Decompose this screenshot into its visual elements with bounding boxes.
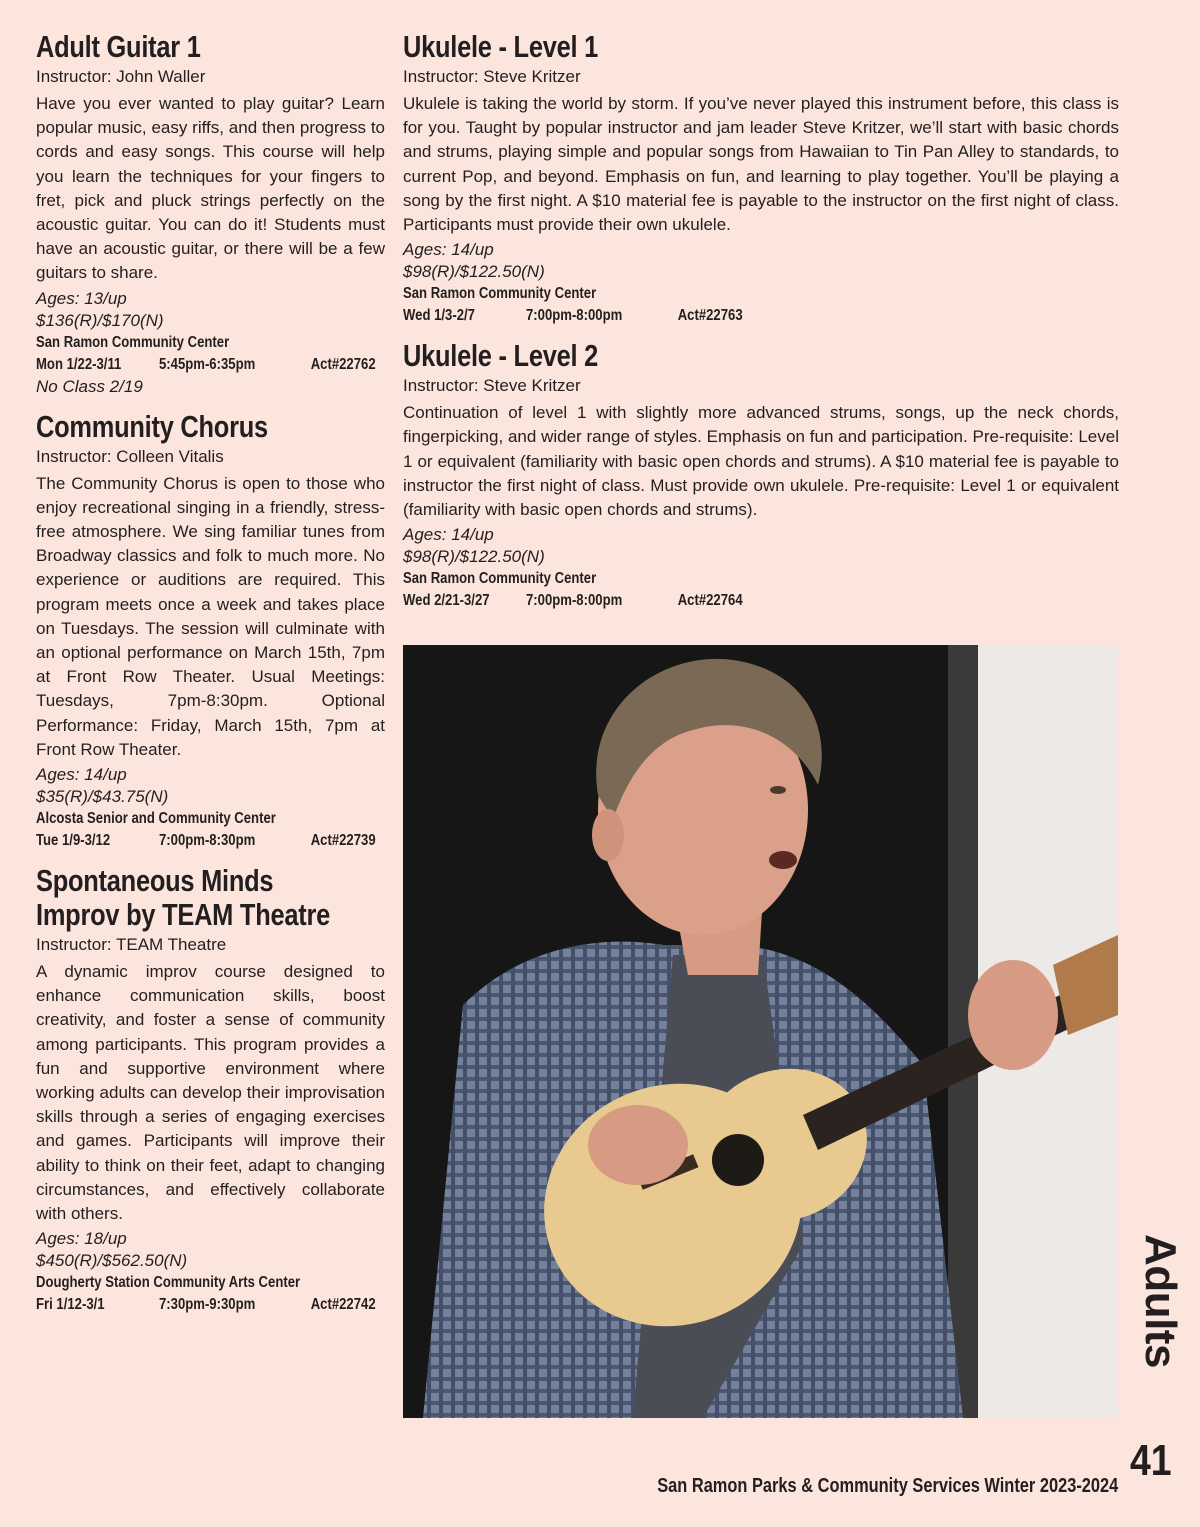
course-description: Ukulele is taking the world by storm. If you’ve never played this instrument before, this class is for you. Taught by popular instructor and jam leader Steve Kritzer, we’ll start with basic chords and strums, playing simple and popular songs from Hawaiian to Tin Pan Alley to standards, to current Pop, and beyond. Emphasis on fun, and learning to play together. You’ll be playing a song by the first night. A $10 material fee is payable to the instructor on the first night of class. Participants must provide their own ukulele. <box>403 94 1119 235</box>
course-activity-number: Act#22742 <box>310 1296 376 1314</box>
photo-illustration <box>403 645 1118 1418</box>
section-tab <box>1134 1226 1186 1376</box>
course-title-line: Adult Guitar 1 <box>36 29 201 64</box>
course-title-line: Ukulele - Level 2 <box>403 338 599 374</box>
course-price: $98(R)/$122.50(N) <box>403 547 545 567</box>
course-location: San Ramon Community Center <box>36 333 230 351</box>
course-price: $450(R)/$562.50(N) <box>36 1251 188 1271</box>
course-time: 7:00pm-8:00pm <box>526 307 623 325</box>
left-column <box>36 30 385 1328</box>
course-instructor: Instructor: Steve Kritzer <box>403 67 581 86</box>
course-activity-number: Act#22762 <box>310 355 376 373</box>
course-listing <box>403 339 1119 612</box>
course-time: 7:00pm-8:00pm <box>526 592 623 610</box>
course-location: Alcosta Senior and Community Center <box>36 810 276 828</box>
section-tab-label: Adults <box>1136 1234 1186 1368</box>
course-location: San Ramon Community Center <box>403 570 597 588</box>
course-title <box>403 339 990 373</box>
course-listing <box>36 864 385 1316</box>
course-title <box>36 30 322 64</box>
page-footer: San Ramon Parks & Community Services Winter 2023-2024 <box>656 1475 1118 1497</box>
course-title-line: Community Chorus <box>36 408 268 444</box>
course-activity-number: Act#22763 <box>677 307 743 325</box>
course-title-line: Improv by TEAM Theatre <box>36 897 331 933</box>
page-number: 41 <box>1130 1436 1172 1485</box>
course-ages: Ages: 14/up <box>36 765 127 785</box>
course-time: 7:00pm-8:30pm <box>159 832 256 850</box>
course-days: Wed 1/3-2/7 <box>403 307 475 325</box>
course-description: Continuation of level 1 with slightly more advanced strums, songs, up the neck chords, fingerpicking, and wider range of styles. Emphasis on fun and participation. Pre-requisite: Level 1 or equivalent (familiarity with basic open chords and strums). A $10 material fee is payable to instructor the first night of class. Must provide own ukulele. Pre-requisite: Level 1 or equivalent (familiarity with basic open chords and strums). <box>403 403 1119 520</box>
instructor-ukulele-photo <box>403 645 1118 1418</box>
course-activity-number: Act#22739 <box>310 832 376 850</box>
course-schedule <box>36 354 376 376</box>
course-activity-number: Act#22764 <box>677 592 743 610</box>
course-price: $35(R)/$43.75(N) <box>36 787 169 807</box>
course-instructor: Instructor: Colleen Vitalis <box>36 446 224 466</box>
course-schedule <box>403 305 990 327</box>
course-days: Wed 2/21-3/27 <box>403 592 490 610</box>
course-title-line: Spontaneous Minds <box>36 863 274 899</box>
course-title <box>36 863 331 933</box>
course-instructor: Instructor: John Waller <box>36 67 206 86</box>
course-location: Dougherty Station Community Arts Center <box>36 1274 301 1292</box>
course-price: $98(R)/$122.50(N) <box>403 262 545 282</box>
course-title <box>403 30 990 64</box>
course-note: No Class 2/19 <box>36 376 143 396</box>
course-time: 7:30pm-9:30pm <box>159 1296 256 1314</box>
course-days: Mon 1/22-3/11 <box>36 355 122 373</box>
course-schedule <box>36 1294 376 1316</box>
course-days: Fri 1/12-3/1 <box>36 1296 105 1314</box>
course-schedule <box>36 830 376 852</box>
course-listing <box>403 30 1119 327</box>
course-ages: Ages: 14/up <box>403 525 494 545</box>
course-listing <box>36 30 385 398</box>
course-description: A dynamic improv course designed to enhance communication skills, boost creativity, and foster a sense of community among participants. This program provides a fun and supportive environment where working adults can develop their improvisation skills through a series of engaging exercises and games. Participants will improve their ability to think on their feet, adapt to changing circumstances, and effectively collaborate with others. <box>36 962 385 1224</box>
right-column <box>403 30 1119 624</box>
course-listing <box>36 410 385 852</box>
course-location: San Ramon Community Center <box>403 285 597 303</box>
course-instructor: Instructor: Steve Kritzer <box>403 376 581 396</box>
course-description: The Community Chorus is open to those who enjoy recreational singing in a friendly, stress-free atmosphere. We sing familiar tunes from Broadway classics and folk to much more. No experience or auditions are required. This program meets once a week and takes place on Tuesdays. The session will culminate with an optional performance on March 15th, 7pm at Front Row Theater. Usual Meetings: Tuesdays, 7pm-8:30pm. Optional Performance: Friday, March 15th, 7pm at Front Row Theater. <box>36 473 385 759</box>
course-ages: Ages: 13/up <box>36 288 127 308</box>
course-description: Have you ever wanted to play guitar? Learn popular music, easy riffs, and then progress to cords and easy songs. This course will help you learn the techniques for your fingers to fret, pick and pluck strings perfectly on the acoustic guitar. You can do it! Students must have an acoustic guitar, or there will be a few guitars to share. <box>36 94 385 283</box>
course-time: 5:45pm-6:35pm <box>159 355 256 373</box>
course-schedule <box>403 590 990 612</box>
course-price: $136(R)/$170(N) <box>36 310 164 330</box>
course-title-line: Ukulele - Level 1 <box>403 29 599 64</box>
course-instructor: Instructor: TEAM Theatre <box>36 935 227 955</box>
course-ages: Ages: 14/up <box>403 240 494 260</box>
course-title <box>36 410 322 444</box>
course-days: Tue 1/9-3/12 <box>36 832 111 850</box>
course-ages: Ages: 18/up <box>36 1229 127 1249</box>
